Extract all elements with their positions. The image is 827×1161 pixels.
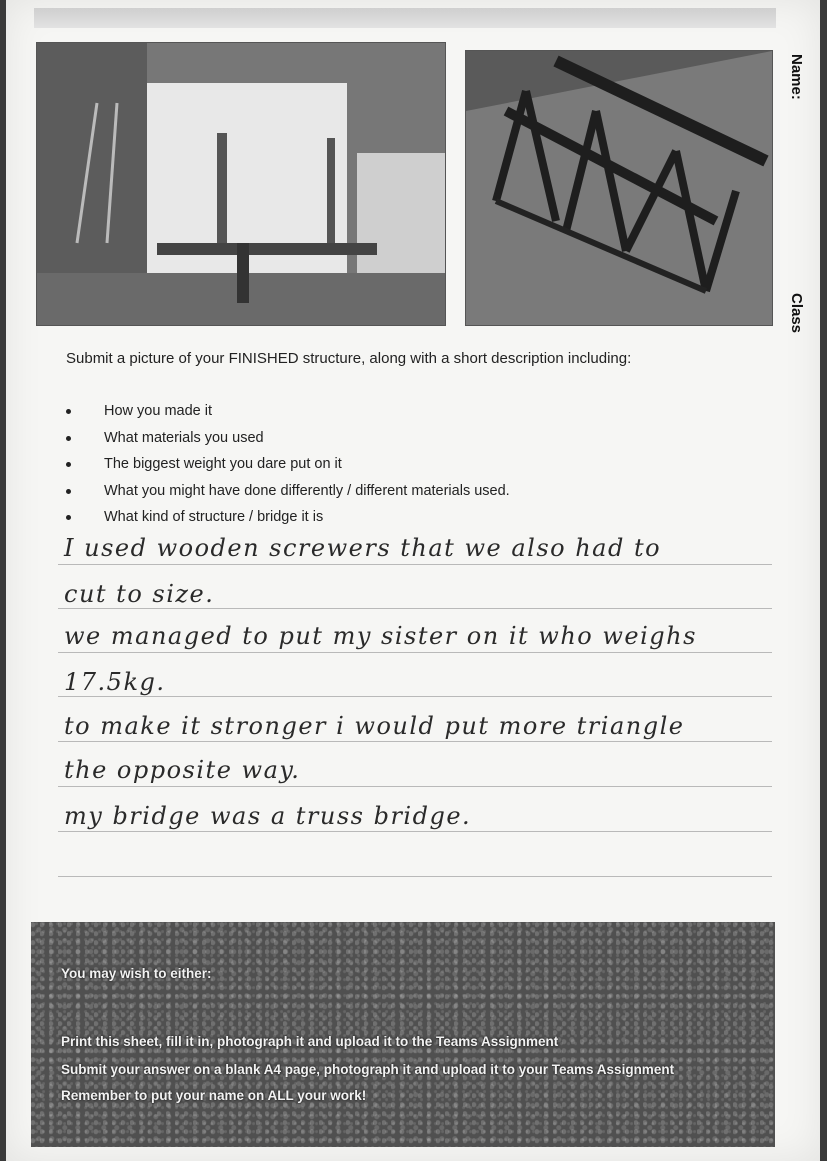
bullet-text: What you might have done differently / different materials used. <box>104 482 510 499</box>
ruled-line <box>58 786 772 787</box>
submission-option: Print this sheet, fill it in, photograph it and upload it to the Teams Assignment <box>61 1034 559 1049</box>
bullet-icon <box>66 409 71 414</box>
handwritten-line: I used wooden screwers that we also had to <box>64 534 662 562</box>
list-item <box>66 425 510 452</box>
bullet-text: The biggest weight you dare put on it <box>104 456 342 472</box>
list-item <box>66 478 510 505</box>
instructions-list <box>66 398 510 531</box>
structure-photo-bridge <box>465 50 773 326</box>
bullet-icon <box>66 436 71 441</box>
list-item <box>66 504 510 531</box>
bullet-text: What materials you used <box>104 429 264 446</box>
handwritten-line: to make it stronger i would put more triangle <box>64 712 685 740</box>
submission-option: Submit your answer on a blank A4 page, photograph it and upload it to your Teams Assignment <box>61 1062 675 1077</box>
submission-heading: You may wish to either: <box>61 966 212 981</box>
bullet-text: What kind of structure / bridge it is <box>104 509 324 525</box>
handwritten-line: the opposite way. <box>64 756 301 784</box>
structure-photo-front <box>36 42 446 326</box>
ruled-line <box>58 831 772 832</box>
instructions-intro: Submit a picture of your FINISHED structure, along with a short description including: <box>66 350 632 367</box>
ruled-line <box>58 608 772 609</box>
handwritten-line: we managed to put my sister on it who weighs <box>64 622 697 650</box>
bullet-icon <box>66 462 71 467</box>
list-item <box>66 451 510 478</box>
handwritten-line: cut to size. <box>64 580 215 608</box>
header-band <box>34 8 776 28</box>
ruled-line <box>58 564 772 565</box>
handwritten-line: 17.5kg. <box>64 668 166 696</box>
worksheet-page <box>6 0 820 1161</box>
ruled-line <box>58 741 772 742</box>
submission-info-box <box>31 922 775 1147</box>
bullet-icon <box>66 515 71 520</box>
bullet-text: How you made it <box>104 403 212 419</box>
bullet-icon <box>66 489 71 494</box>
name-label: Name: <box>788 54 805 100</box>
ruled-line <box>58 696 772 697</box>
list-item <box>66 398 510 425</box>
handwritten-line: my bridge was a truss bridge. <box>64 802 472 830</box>
ruled-line <box>58 652 772 653</box>
class-label: Class <box>788 293 805 334</box>
ruled-line <box>58 876 772 877</box>
submission-reminder: Remember to put your name on ALL your work! <box>61 1088 367 1103</box>
